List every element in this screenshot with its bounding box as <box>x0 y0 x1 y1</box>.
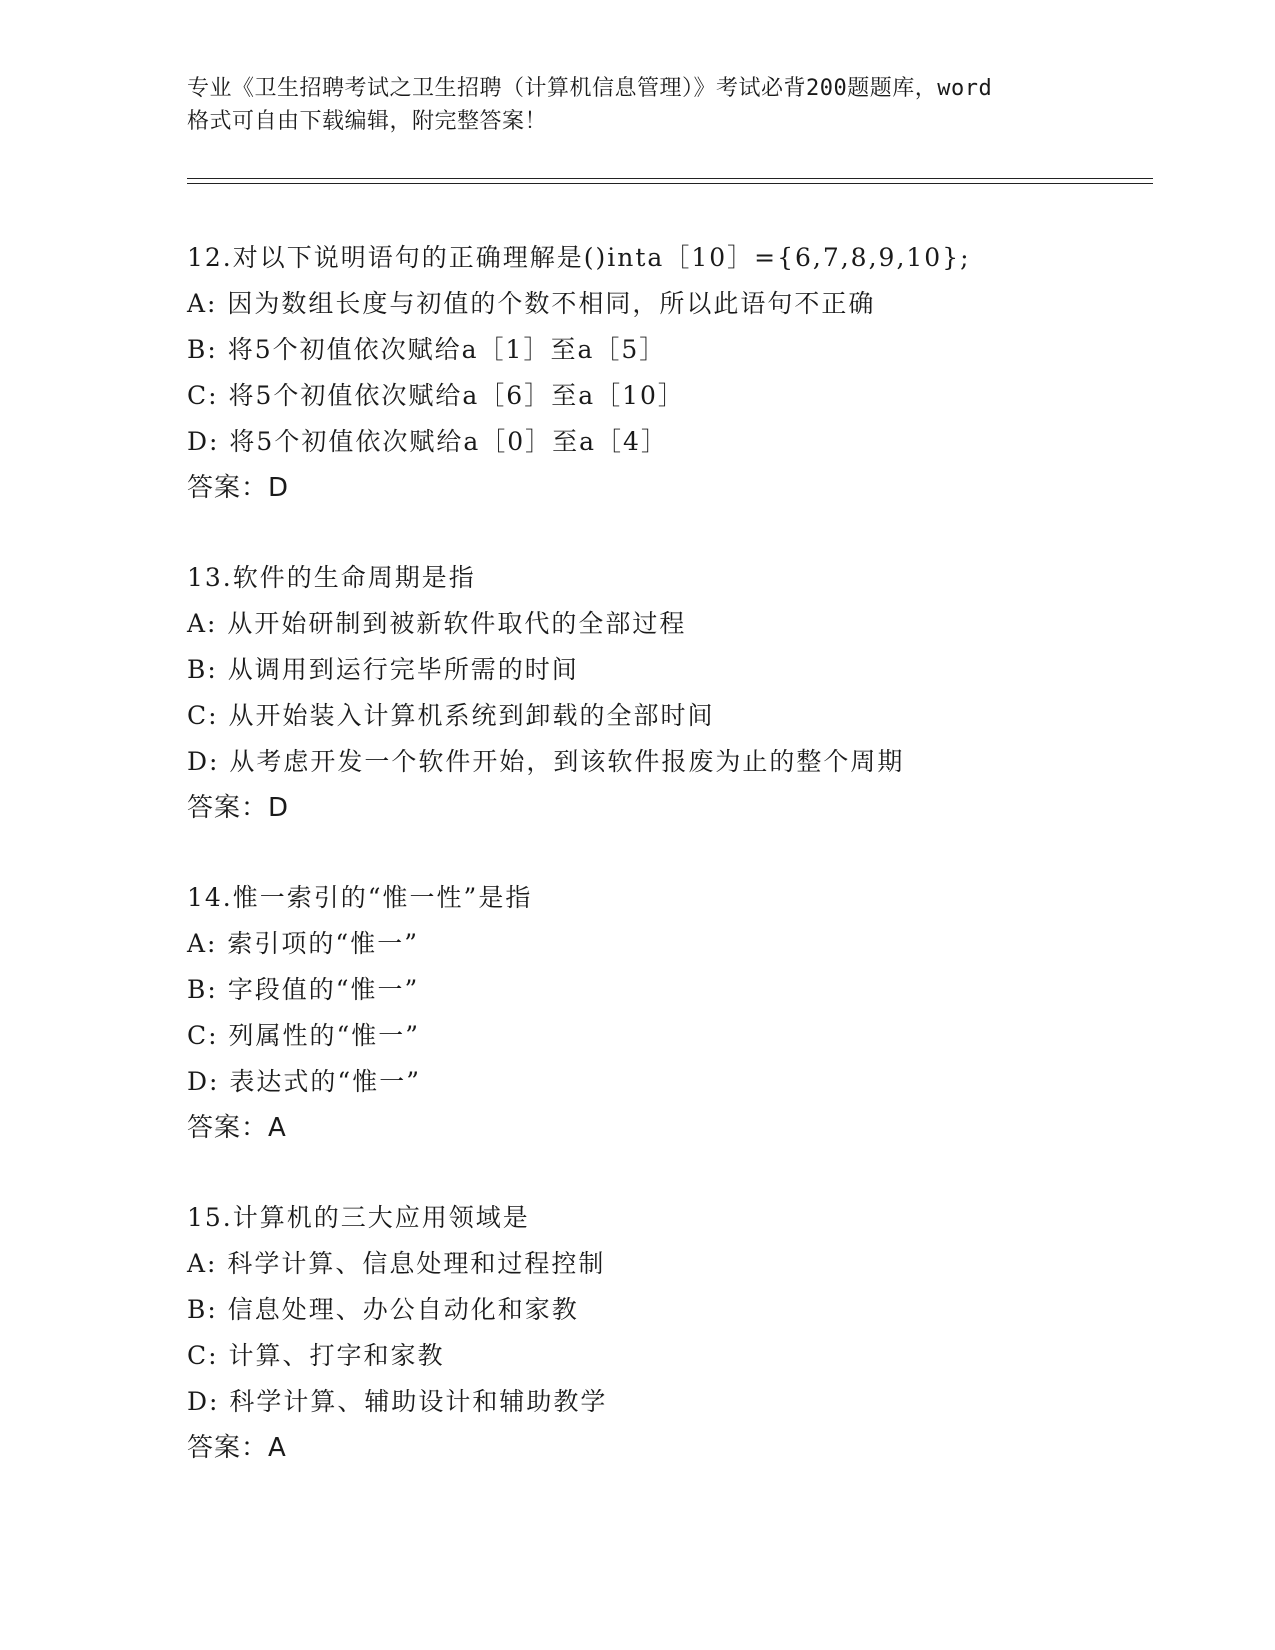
question-stem: 15.计算机的三大应用领域是 <box>187 1203 530 1232</box>
question-13 <box>187 555 1147 831</box>
option-a: A: 科学计算、信息处理和过程控制 <box>187 1249 606 1278</box>
option-c: C: 计算、打字和家教 <box>187 1341 445 1370</box>
option-d: D: 科学计算、辅助设计和辅助教学 <box>187 1387 608 1416</box>
option-a: A: 索引项的“惟一” <box>187 929 419 958</box>
answer-label: 答案：D <box>187 793 290 823</box>
option-b: B: 将5个初值依次赋给a［1］至a［5］ <box>187 335 667 364</box>
option-d: D: 表达式的“惟一” <box>187 1067 421 1096</box>
option-c: C: 列属性的“惟一” <box>187 1021 421 1050</box>
header-divider-bottom <box>187 183 1153 184</box>
question-12 <box>187 235 1147 511</box>
document-header <box>187 72 1087 138</box>
option-b: B: 字段值的“惟一” <box>187 975 420 1004</box>
answer-label: 答案：A <box>187 1433 287 1463</box>
header-line-2: 格式可自由下载编辑，附完整答案！ <box>187 109 548 134</box>
answer-label: 答案：D <box>187 473 290 503</box>
option-c: C: 从开始装入计算机系统到卸载的全部时间 <box>187 701 715 730</box>
header-line-1: 专业《卫生招聘考试之卫生招聘（计算机信息管理）》考试必背200题题库，word <box>187 76 993 101</box>
option-d: D: 从考虑开发一个软件开始，到该软件报废为止的整个周期 <box>187 747 905 776</box>
option-b: B: 从调用到运行完毕所需的时间 <box>187 655 579 684</box>
question-stem: 14.惟一索引的“惟一性”是指 <box>187 883 533 912</box>
header-divider-top <box>187 178 1153 179</box>
question-14 <box>187 875 1147 1151</box>
option-d: D: 将5个初值依次赋给a［0］至a［4］ <box>187 427 668 456</box>
option-c: C: 将5个初值依次赋给a［6］至a［10］ <box>187 381 685 410</box>
option-b: B: 信息处理、办公自动化和家教 <box>187 1295 579 1324</box>
answer-label: 答案：A <box>187 1113 287 1143</box>
option-a: A: 从开始研制到被新软件取代的全部过程 <box>187 609 687 638</box>
question-stem: 13.软件的生命周期是指 <box>187 563 476 592</box>
question-stem: 12.对以下说明语句的正确理解是()inta［10］={6,7,8,9,10}; <box>187 243 971 272</box>
question-15 <box>187 1195 1147 1471</box>
option-a: A: 因为数组长度与初值的个数不相同，所以此语句不正确 <box>187 289 876 318</box>
